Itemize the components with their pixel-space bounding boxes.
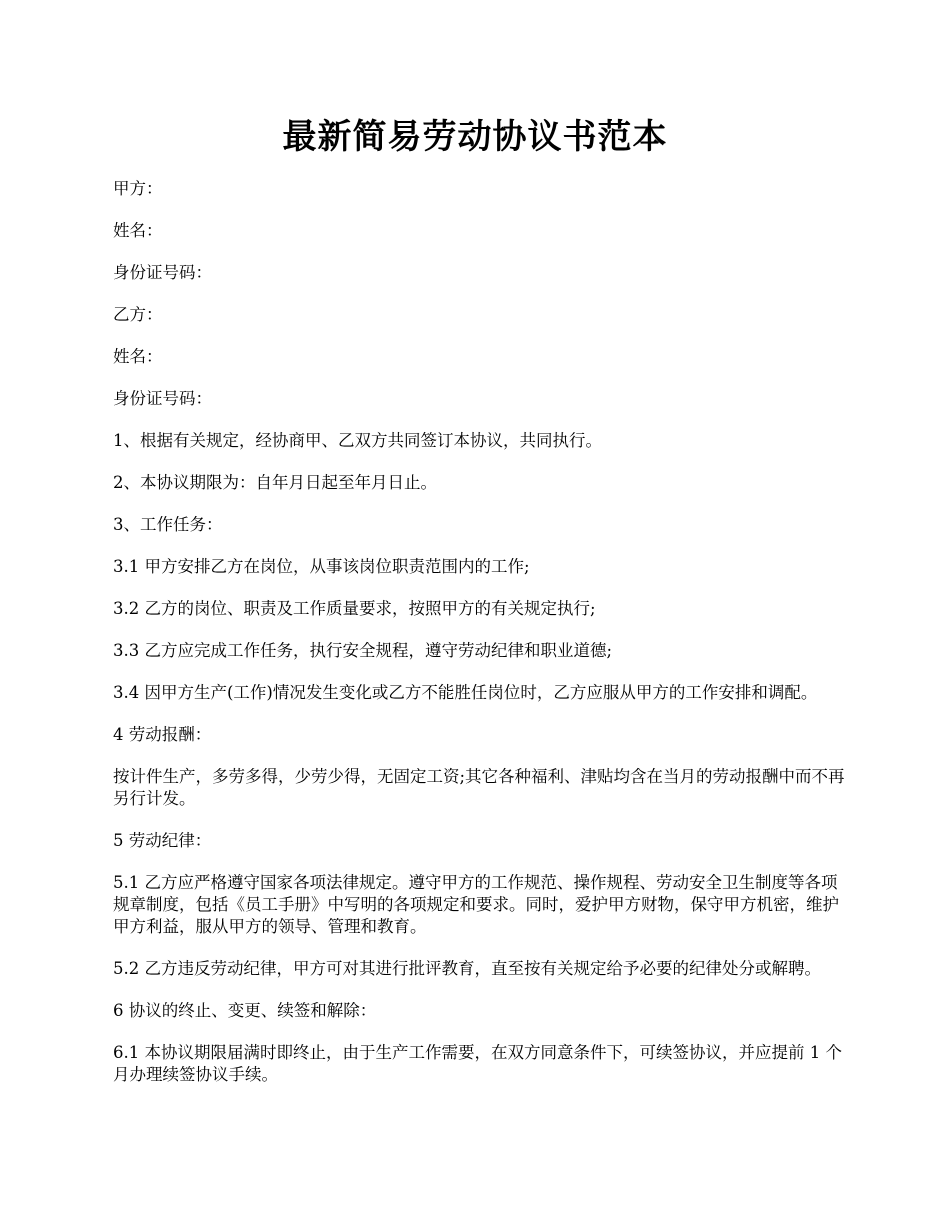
paragraph-clause-5-1: 5.1 乙方应严格遵守国家各项法律规定。遵守甲方的工作规范、操作规程、劳动安全卫生制度等各项规章制度，包括《员工手册》中写明的各项规定和要求。同时，爱护甲方财物，保守甲方机密，维护甲方利益，服从甲方的领导、管理和教育。 [113, 873, 839, 936]
paragraph-clause-5-heading: 5 劳动纪律： [113, 831, 212, 850]
paragraph-party-b-id: 身份证号码： [113, 389, 212, 408]
paragraph-party-b: 乙方： [113, 305, 163, 324]
paragraph-clause-6-1: 6.1 本协议期限届满时即终止，由于生产工作需要，在双方同意条件下，可续签协议，并应提前 1 个月办理续签协议手续。 [113, 1043, 842, 1084]
paragraph-clause-3-2: 3.2 乙方的岗位、职责及工作质量要求，按照甲方的有关规定执行; [113, 599, 596, 618]
paragraph-clause-4-heading: 4 劳动报酬： [113, 725, 212, 744]
paragraph-clause-3-heading: 3、工作任务： [113, 515, 223, 534]
document-title: 最新简易劳动协议书范本 [282, 117, 668, 157]
paragraph-party-a-name: 姓名： [113, 221, 163, 240]
paragraph-clause-5-2: 5.2 乙方违反劳动纪律，甲方可对其进行批评教育，直至按有关规定给予必要的纪律处分或解聘。 [113, 959, 821, 978]
paragraph-clause-3-3: 3.3 乙方应完成工作任务，执行安全规程，遵守劳动纪律和职业道德; [113, 641, 613, 660]
paragraph-clause-3-4: 3.4 因甲方生产(工作)情况发生变化或乙方不能胜任岗位时，乙方应服从甲方的工作安排和调配。 [113, 683, 818, 702]
paragraph-clause-4-body: 按计件生产，多劳多得，少劳少得，无固定工资;其它各种福利、津贴均含在当月的劳动报酬中而不再另行计发。 [113, 767, 845, 808]
paragraph-clause-3-1: 3.1 甲方安排乙方在岗位，从事该岗位职责范围内的工作; [113, 557, 530, 576]
paragraph-party-a-id: 身份证号码： [113, 263, 212, 282]
document-body [113, 178, 853, 1106]
paragraph-clause-2: 2、本协议期限为：自年月日起至年月日止。 [113, 473, 437, 492]
paragraph-clause-6-heading: 6 协议的终止、变更、续签和解除： [113, 1001, 377, 1020]
paragraph-clause-1: 1、根据有关规定，经协商甲、乙双方共同签订本协议，共同执行。 [113, 431, 602, 450]
paragraph-party-b-name: 姓名： [113, 347, 163, 366]
paragraph-party-a: 甲方： [113, 179, 163, 198]
